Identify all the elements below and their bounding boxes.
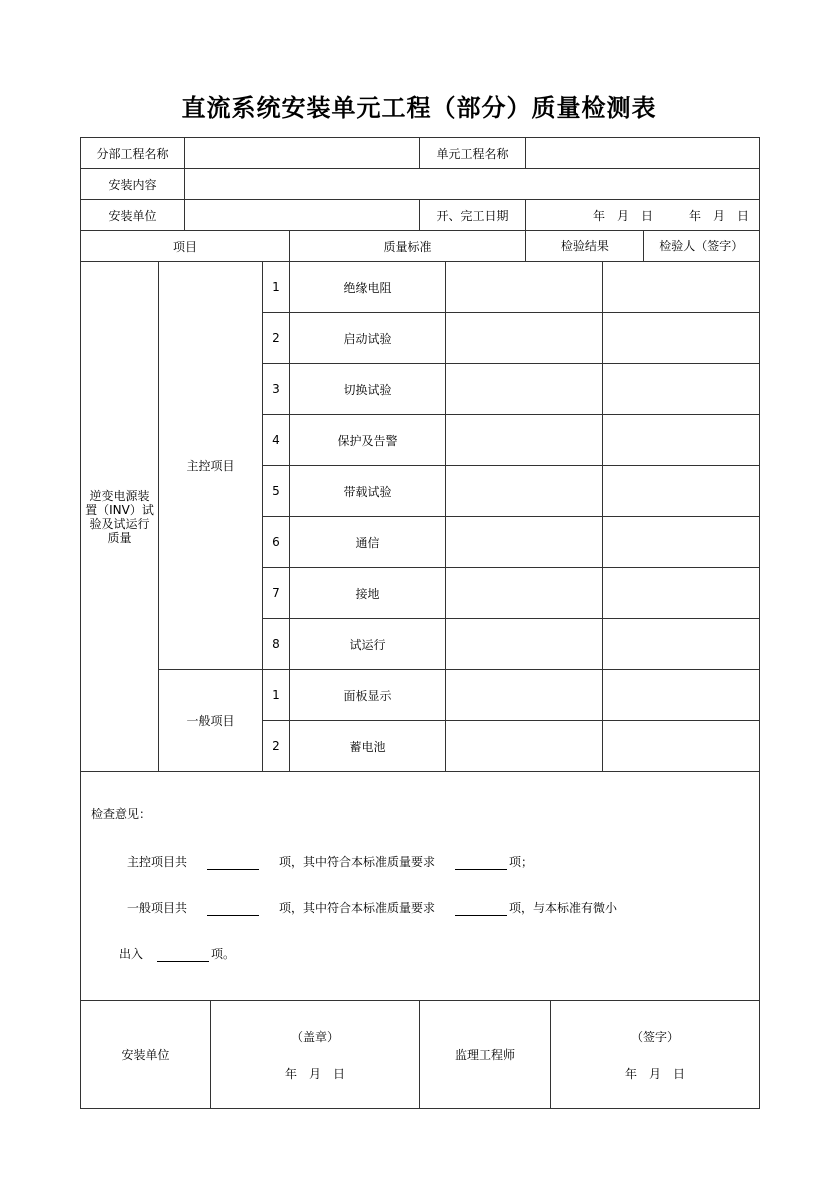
- row-number: 4: [263, 415, 290, 466]
- quality-standard: 试运行: [290, 619, 446, 670]
- sub-project-label: 分部工程名称: [81, 138, 185, 169]
- quality-standard: 启动试验: [290, 313, 446, 364]
- date-field[interactable]: 年 月 日 年 月 日: [526, 200, 760, 231]
- main-group-label: 主控项目: [159, 262, 263, 670]
- opinion-section: [80, 771, 760, 1001]
- inspector-cell[interactable]: [603, 619, 760, 670]
- sub-project-field[interactable]: [185, 138, 420, 169]
- col-item: 项目: [81, 231, 290, 262]
- signoff-table: [80, 1000, 760, 1109]
- row-number: 6: [263, 517, 290, 568]
- quality-standard: 保护及告警: [290, 415, 446, 466]
- items-table: [80, 261, 760, 772]
- quality-standard: 切换试验: [290, 364, 446, 415]
- col-result-inspector: [526, 231, 760, 262]
- inspector-cell[interactable]: [603, 262, 760, 313]
- blank-field[interactable]: [207, 857, 259, 870]
- result-cell[interactable]: [446, 313, 603, 364]
- row-number: 2: [263, 721, 290, 772]
- inspector-cell[interactable]: [603, 364, 760, 415]
- result-cell[interactable]: [446, 262, 603, 313]
- content-field[interactable]: [185, 169, 760, 200]
- result-cell[interactable]: [446, 517, 603, 568]
- blank-field[interactable]: [207, 903, 259, 916]
- quality-standard: 蓄电池: [290, 721, 446, 772]
- installer-label: 安装单位: [81, 200, 185, 231]
- table-row: [81, 670, 760, 721]
- main-summary: [127, 853, 533, 870]
- unit-project-label: 单元工程名称: [420, 138, 526, 169]
- quality-standard: 带载试验: [290, 466, 446, 517]
- sign-date: 年 月 日: [624, 1066, 685, 1081]
- blank-field[interactable]: [455, 903, 507, 916]
- text: 项。: [211, 947, 236, 961]
- result-cell[interactable]: [446, 721, 603, 772]
- supervisor-sign-cell[interactable]: [551, 1001, 760, 1109]
- text: 项，其中符合本标准质量要求: [279, 855, 436, 869]
- row-number: 1: [263, 670, 290, 721]
- result-cell[interactable]: [446, 619, 603, 670]
- row-number: 5: [263, 466, 290, 517]
- quality-standard: 绝缘电阻: [290, 262, 446, 313]
- text: 项，与本标准有微小: [509, 901, 618, 915]
- inspector-cell[interactable]: [603, 415, 760, 466]
- general-group-label: 一般项目: [159, 670, 263, 772]
- result-cell[interactable]: [446, 568, 603, 619]
- result-cell[interactable]: [446, 364, 603, 415]
- seal-date: 年 月 日: [284, 1066, 345, 1081]
- installer-sign-label: 安装单位: [81, 1001, 211, 1109]
- header-table: [80, 137, 760, 262]
- unit-project-field[interactable]: [526, 138, 760, 169]
- text: 主控项目共: [127, 855, 188, 869]
- inspector-cell[interactable]: [603, 466, 760, 517]
- result-cell[interactable]: [446, 670, 603, 721]
- text: 出入: [119, 947, 144, 961]
- blank-field[interactable]: [455, 857, 507, 870]
- date-label: 开、完工日期: [420, 200, 526, 231]
- supervisor-label: 监理工程师: [420, 1001, 551, 1109]
- quality-standard: 面板显示: [290, 670, 446, 721]
- page-title: 直流系统安装单元工程（部分）质量检测表: [181, 94, 657, 122]
- col-inspector: 检验人（签字）: [659, 239, 744, 253]
- text: 一般项目共: [127, 901, 188, 915]
- installer-field[interactable]: [185, 200, 420, 231]
- row-number: 2: [263, 313, 290, 364]
- result-cell[interactable]: [446, 466, 603, 517]
- general-summary-cont: [119, 945, 235, 962]
- col-standard: 质量标准: [290, 231, 526, 262]
- category-cell: 逆变电源装置（INV）试验及试运行质量: [81, 262, 159, 772]
- inspector-cell[interactable]: [603, 313, 760, 364]
- text: 项；: [509, 855, 534, 869]
- blank-field[interactable]: [157, 949, 209, 962]
- table-row: [81, 262, 760, 313]
- row-number: 1: [263, 262, 290, 313]
- general-summary: [127, 899, 617, 916]
- row-number: 3: [263, 364, 290, 415]
- quality-standard: 通信: [290, 517, 446, 568]
- content-label: 安装内容: [81, 169, 185, 200]
- inspector-cell[interactable]: [603, 517, 760, 568]
- row-number: 7: [263, 568, 290, 619]
- inspector-cell[interactable]: [603, 721, 760, 772]
- result-cell[interactable]: [446, 415, 603, 466]
- text: 项，其中符合本标准质量要求: [279, 901, 436, 915]
- seal-label: （盖章）: [290, 1029, 339, 1044]
- inspector-cell[interactable]: [603, 670, 760, 721]
- quality-standard: 接地: [290, 568, 446, 619]
- sign-label: （签字）: [630, 1029, 679, 1044]
- col-result: 检验结果: [527, 231, 645, 261]
- installer-seal-cell[interactable]: [211, 1001, 420, 1109]
- row-number: 8: [263, 619, 290, 670]
- inspector-cell[interactable]: [603, 568, 760, 619]
- opinion-label: 检查意见：: [91, 807, 152, 821]
